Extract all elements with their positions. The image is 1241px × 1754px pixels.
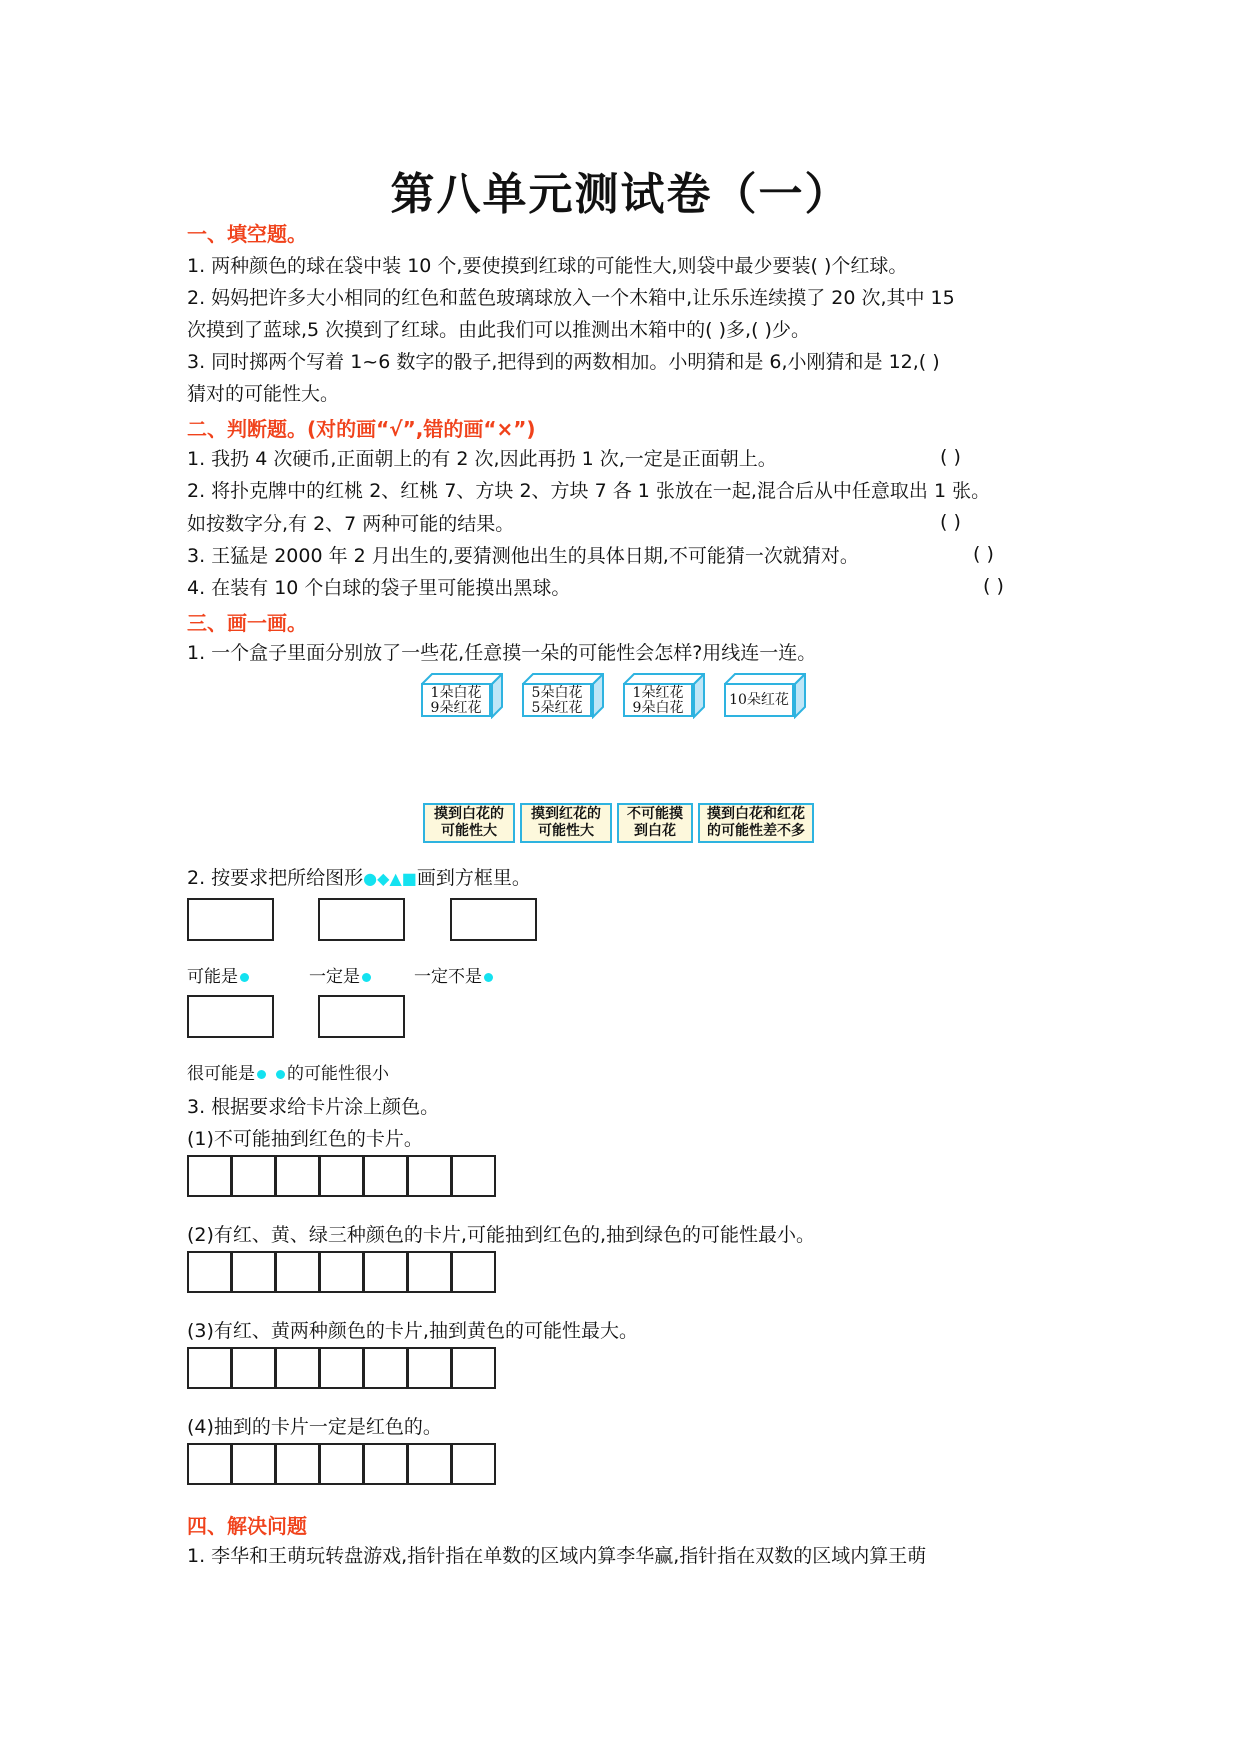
label-text: 的可能性很小: [287, 1064, 389, 1084]
color-card[interactable]: [407, 1347, 452, 1389]
color-card[interactable]: [187, 1155, 232, 1197]
answer-paren[interactable]: ( ): [940, 511, 961, 533]
color-card[interactable]: [275, 1347, 320, 1389]
coloring-subquestion-4: (4)抽到的卡片一定是红色的。: [187, 1416, 442, 1438]
box-line1: 1朵红花: [632, 684, 684, 701]
color-card[interactable]: [275, 1251, 320, 1293]
probability-card[interactable]: [698, 803, 814, 843]
draw-question-3: 3. 根据要求给卡片涂上颜色。: [187, 1096, 440, 1118]
probability-card[interactable]: [520, 803, 612, 843]
color-card[interactable]: [451, 1251, 496, 1293]
color-card[interactable]: [363, 1347, 408, 1389]
box-line1: 10朵红花: [729, 692, 789, 708]
card-line2: 的可能性差不多: [707, 823, 805, 839]
judge-question-4: 4. 在装有 10 个白球的袋子里可能摸出黑球。: [187, 577, 571, 599]
box-line2: 5朵红花: [531, 699, 583, 716]
color-card[interactable]: [231, 1251, 276, 1293]
circle-icon: [484, 973, 493, 982]
probability-card[interactable]: [617, 803, 693, 843]
label-text: 很可能是: [187, 1064, 255, 1084]
color-card[interactable]: [319, 1155, 364, 1197]
box-line2: 9朵白花: [632, 699, 684, 716]
color-card[interactable]: [319, 1347, 364, 1389]
judge-question-2-line2: 如按数字分,有 2、7 两种可能的结果。: [187, 513, 515, 535]
circle-icon: [257, 1070, 266, 1079]
label-certain: [309, 962, 373, 987]
fill-question-2-line2: 次摸到了蓝球,5 次摸到了红球。由此我们可以推测出木箱中的( )多,( )少。: [187, 319, 810, 341]
color-card[interactable]: [275, 1443, 320, 1485]
label-impossible: [414, 962, 495, 987]
color-card[interactable]: [231, 1347, 276, 1389]
color-card[interactable]: [407, 1251, 452, 1293]
color-card[interactable]: [319, 1251, 364, 1293]
section-heading-problem-solving: 四、解决问题: [187, 1514, 307, 1538]
coloring-subquestion-2: (2)有红、黄、绿三种颜色的卡片,可能抽到红色的,抽到绿色的可能性最小。: [187, 1224, 815, 1246]
label-possible: [187, 962, 251, 987]
label-likely-unlikely: [187, 1059, 389, 1084]
box-line2: 9朵红花: [430, 699, 482, 716]
card-line2: 到白花: [634, 823, 676, 839]
drawing-box[interactable]: [318, 898, 405, 941]
section-heading-true-false: 二、判断题。(对的画“√”,错的画“×”): [187, 417, 536, 441]
color-card[interactable]: [363, 1251, 408, 1293]
card-row: [187, 1443, 496, 1485]
page-title: 第八单元测试卷（一）: [390, 169, 851, 220]
box-line1: 1朵白花: [430, 684, 482, 701]
circle-icon: [240, 973, 249, 982]
drawing-box[interactable]: [450, 898, 537, 941]
card-line1: 摸到白花的: [434, 806, 504, 822]
question-suffix: 画到方框里。: [416, 867, 531, 889]
coloring-subquestion-3: (3)有红、黄两种颜色的卡片,抽到黄色的可能性最大。: [187, 1320, 638, 1342]
color-card[interactable]: [363, 1155, 408, 1197]
flower-box[interactable]: [623, 673, 705, 717]
flower-box[interactable]: [421, 673, 503, 717]
question-prefix: 2. 按要求把所给图形: [187, 867, 364, 889]
section-heading-fill-blank: 一、填空题。: [187, 222, 307, 246]
drawing-box[interactable]: [187, 898, 274, 941]
color-card[interactable]: [275, 1155, 320, 1197]
drawing-box[interactable]: [318, 995, 405, 1038]
card-row: [187, 1251, 496, 1293]
draw-question-2: [187, 865, 531, 892]
color-card[interactable]: [407, 1155, 452, 1197]
fill-question-1: 1. 两种颜色的球在袋中装 10 个,要使摸到红球的可能性大,则袋中最少要装( )个红球。: [187, 255, 908, 277]
answer-paren[interactable]: ( ): [940, 446, 961, 468]
flower-box[interactable]: [724, 673, 806, 717]
color-card[interactable]: [451, 1443, 496, 1485]
flower-box[interactable]: [522, 673, 604, 717]
label-text: 一定不是: [414, 967, 482, 987]
fill-question-3-line2: 猜对的可能性大。: [187, 383, 340, 405]
card-line1: 摸到白花和红花: [707, 806, 805, 822]
fill-question-2-line1: 2. 妈妈把许多大小相同的红色和蓝色玻璃球放入一个木箱中,让乐乐连续摸了 20 次,其中 15: [187, 287, 955, 309]
coloring-subquestion-1: (1)不可能抽到红色的卡片。: [187, 1128, 423, 1150]
judge-question-3: 3. 王猛是 2000 年 2 月出生的,要猜测他出生的具体日期,不可能猜一次就猜对。: [187, 545, 859, 567]
probability-card[interactable]: [423, 803, 515, 843]
circle-icon: [362, 973, 371, 982]
judge-question-2-line1: 2. 将扑克牌中的红桃 2、红桃 7、方块 2、方块 7 各 1 张放在一起,混合后从中任意取出 1 张。: [187, 480, 991, 502]
card-line1: 摸到红花的: [531, 806, 601, 822]
color-card[interactable]: [451, 1347, 496, 1389]
color-card[interactable]: [187, 1347, 232, 1389]
color-card[interactable]: [407, 1443, 452, 1485]
card-line2: 可能性大: [441, 823, 497, 839]
color-card[interactable]: [187, 1443, 232, 1485]
card-row: [187, 1155, 496, 1197]
color-card[interactable]: [319, 1443, 364, 1485]
color-card[interactable]: [363, 1443, 408, 1485]
answer-paren[interactable]: ( ): [973, 543, 994, 565]
draw-question-1: 1. 一个盒子里面分别放了一些花,任意摸一朵的可能性会怎样?用线连一连。: [187, 642, 817, 664]
color-card[interactable]: [231, 1443, 276, 1485]
answer-paren[interactable]: ( ): [983, 575, 1004, 597]
shapes-circle-diamond-triangle-square-icon: ●◆▲■: [363, 869, 417, 888]
color-card[interactable]: [187, 1251, 232, 1293]
color-card[interactable]: [231, 1155, 276, 1197]
box-line1: 5朵白花: [531, 684, 583, 701]
label-text: 一定是: [309, 967, 360, 987]
card-line2: 可能性大: [538, 823, 594, 839]
label-text: 可能是: [187, 967, 238, 987]
card-line1: 不可能摸: [627, 806, 683, 822]
section-heading-draw: 三、画一画。: [187, 611, 307, 635]
color-card[interactable]: [451, 1155, 496, 1197]
circle-icon: [276, 1070, 285, 1079]
card-row: [187, 1347, 496, 1389]
problem-question-1: 1. 李华和王萌玩转盘游戏,指针指在单数的区域内算李华赢,指针指在双数的区域内算王萌: [187, 1545, 927, 1567]
drawing-box[interactable]: [187, 995, 274, 1038]
fill-question-3-line1: 3. 同时掷两个写着 1~6 数字的骰子,把得到的两数相加。小明猜和是 6,小刚猜和是 12,( ): [187, 351, 940, 373]
judge-question-1: 1. 我扔 4 次硬币,正面朝上的有 2 次,因此再扔 1 次,一定是正面朝上。: [187, 448, 777, 470]
